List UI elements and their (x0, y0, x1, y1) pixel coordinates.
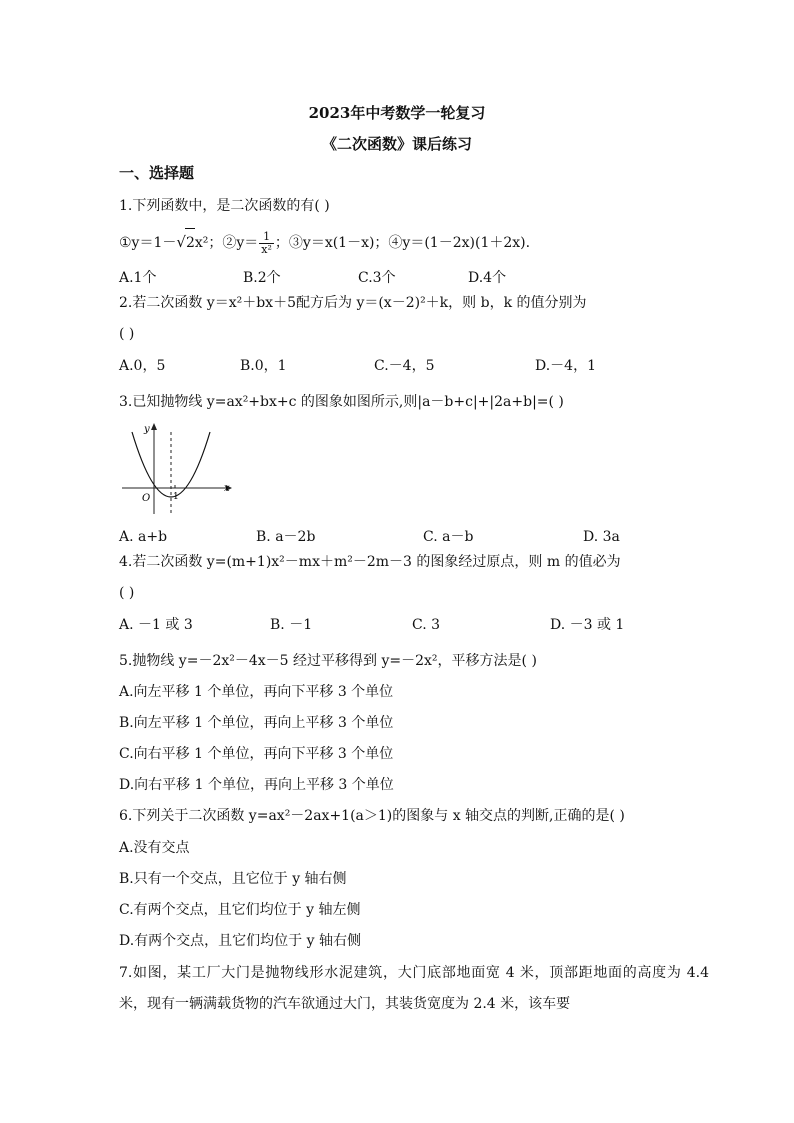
origin-label: O (142, 493, 151, 504)
q1-stem: 1.下列函数中，是二次函数的有( ) (119, 198, 330, 214)
section-heading: 一、选择题 (119, 164, 195, 182)
q1-func-part-a: ①y＝1－ (119, 235, 177, 251)
q1-sqrt-radicand: 2 (185, 228, 195, 257)
y-axis-arrow-icon (151, 423, 157, 430)
q4-paren: ( ) (119, 585, 135, 601)
q3-option-a: A. a+b (119, 529, 168, 545)
q1-option-a: A.1个 (119, 270, 157, 286)
q3-option-d: D. 3a (583, 529, 620, 545)
document-subtitle: 《二次函数》课后练习 (321, 135, 472, 153)
q6-option-a: A.没有交点 (119, 840, 190, 856)
y-axis-label: y (144, 424, 150, 435)
q4-option-a: A. －1 或 3 (119, 617, 193, 633)
q3-stem: 3.已知抛物线 y=ax²+bx+c 的图象如图所示,则|a－b+c|+|2a+b|=( ) (119, 394, 564, 410)
q1-fraction-denominator: x² (261, 242, 272, 256)
q6-option-b: B.只有一个交点，且它位于 y 轴右侧 (119, 871, 347, 887)
q2-option-b: B.0，1 (240, 358, 287, 374)
q1-functions (119, 228, 530, 257)
q4-option-d: D. －3 或 1 (550, 617, 625, 633)
q5-option-c: C.向右平移 1 个单位，再向下平移 3 个单位 (119, 746, 394, 762)
document-title: 2023年中考数学一轮复习 (308, 104, 486, 122)
q5-option-d: D.向右平移 1 个单位，再向上平移 3 个单位 (119, 777, 394, 793)
q6-stem: 6.下列关于二次函数 y=ax²－2ax+1(a＞1)的图象与 x 轴交点的判断,正确的是( ) (119, 808, 625, 824)
q1-fraction (259, 231, 274, 256)
q3-parabola-graph (118, 418, 238, 518)
q3-option-b: B. a－2b (256, 529, 316, 545)
q1-func-part-c: x²；②y＝ (194, 235, 259, 251)
q1-option-d: D.4个 (468, 270, 507, 286)
q4-stem: 4.若二次函数 y=(m+1)x²－mx＋m²－2m－3 的图象经过原点，则 m 的值必为 (119, 554, 621, 570)
q2-option-c: C.－4，5 (374, 358, 435, 374)
q7-text: 7.如图，某工厂大门是抛物线形水泥建筑，大门底部地面宽 4 米，顶部距地面的高度为 4.4 米，现有一辆满载货物的汽车欲通过大门，其装货宽度为 2.4 米，该车要 (119, 965, 709, 1012)
q1-option-b: B.2个 (243, 270, 281, 286)
q3-option-c: C. a－b (423, 529, 474, 545)
q5-stem: 5.抛物线 y=－2x²－4x－5 经过平移得到 y=－2x²，平移方法是( ) (119, 653, 537, 669)
q1-fraction-numerator: 1 (259, 231, 274, 244)
q2-option-d: D.－4，1 (535, 358, 596, 374)
q2-paren: ( ) (119, 326, 135, 342)
sqrt-symbol: √ (176, 233, 186, 251)
q1-func-part-d: ；③y＝x(1－x)；④y＝(1－2x)(1＋2x). (274, 235, 531, 251)
q2-option-a: A.0，5 (119, 358, 166, 374)
q2-stem: 2.若二次函数 y＝x²＋bx＋5配方后为 y＝(x－2)²＋k，则 b，k 的值分别为 (119, 295, 587, 311)
x-axis-label: x (224, 483, 230, 494)
q1-option-c: C.3个 (358, 270, 396, 286)
tick-label: 1 (173, 492, 179, 502)
q6-option-c: C.有两个交点，且它们均位于 y 轴左侧 (119, 902, 361, 918)
q5-option-b: B.向左平移 1 个单位，再向上平移 3 个单位 (119, 715, 394, 731)
q4-option-c: C. 3 (412, 617, 441, 633)
q6-option-d: D.有两个交点，且它们均位于 y 轴右侧 (119, 933, 361, 949)
q4-option-b: B. －1 (270, 617, 313, 633)
q5-option-a: A.向左平移 1 个单位，再向下平移 3 个单位 (119, 684, 394, 700)
